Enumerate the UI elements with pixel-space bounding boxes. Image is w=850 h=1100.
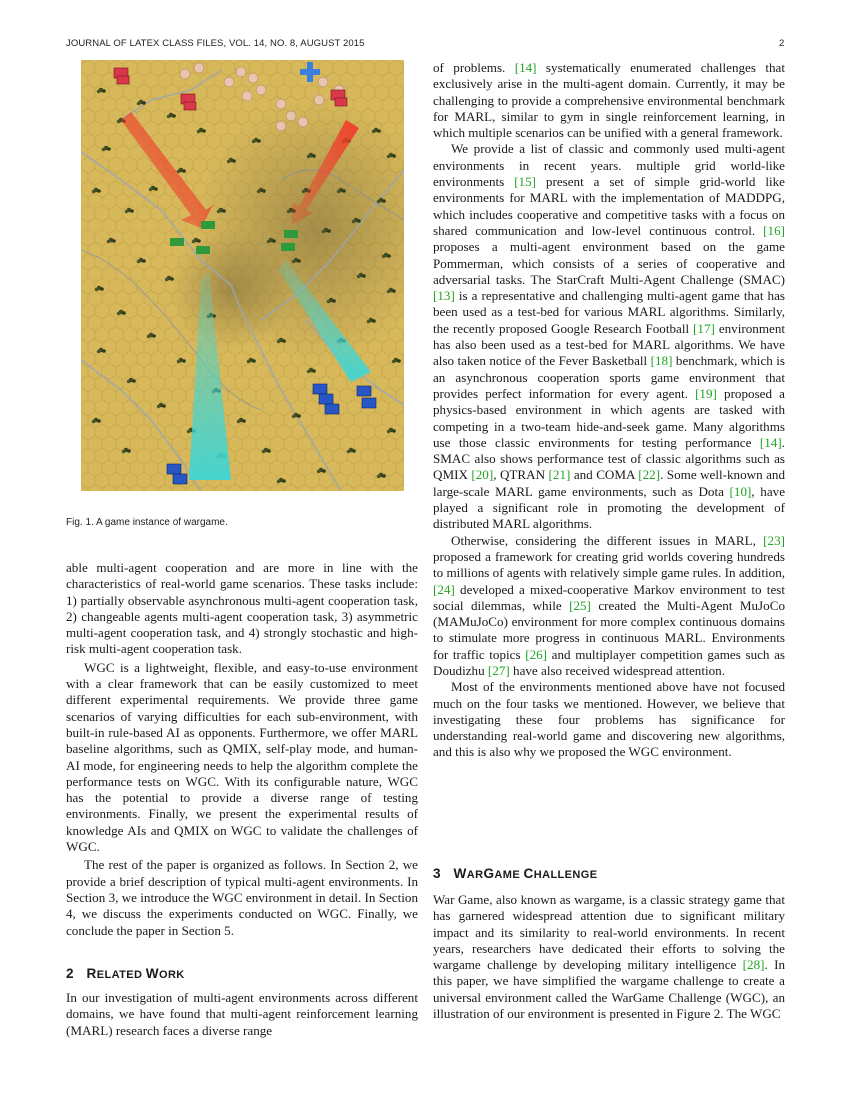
organization-paragraph: The rest of the paper is organized as follows. In Section 2, we provide a brief description of typical multi-agent environments. In Section 3, we introduce the WGC environment in detail. In Section 4, we discuss the experiments conducted on WGC. Finally, we conclude the paper in Section 5. [66,857,418,938]
citation-10[interactable]: [10] [729,483,752,499]
wgc-paragraph: WGC is a lightweight, flexible, and easy-to-use environment with a clear framework that can be easily customized to meet different experimental requirements. We provide three game scenarios of varying difficulties for each sub-environment, with built-in rule-based AI as opponents. Furthermore, we offer MARL baseline algorithms, such as QMIX, self-play mode, and human-AI mode, for engineering needs to help the algorithm complete the performance tests on WGC. With its configurable nature, WGC has the potential to provide a diverse range of testing environments. Finally, we present the experimental results of knowledge AIs and QMIX on WGC to validate the challenges of WGC. [66,659,418,855]
citation-28[interactable]: [28] [742,957,765,973]
right-column [433,60,785,761]
paragraph-motivation: Most of the environments mentioned above have not focused much on the four tasks we mentioned. However, we believe that investigating these four problems has significance for understanding real-world game and discovering new algorithms, and this is also why we proposed the WGC environment. [433,679,785,760]
citation-22[interactable]: [22] [638,467,661,483]
wargame-map-figure [81,60,404,491]
citation-26[interactable]: [26] [525,646,548,662]
citation-24[interactable]: [24] [433,581,455,597]
citation-15[interactable]: [15] [514,174,537,190]
citation-14[interactable]: [14] [759,434,782,450]
section-2-intro [66,990,418,1039]
section-3-heading: 3 WARGAME CHALLENGE [433,866,598,881]
paragraph-environments: We provide a list of classic and commonly used multi-agent environments in recent years. multiple grid world-like environments [15] present a set of simple grid-world like environments for MARL with the implementation of MADDPG, which includes cooperative and competitive tasks with a focus on shared communication and low-level continuous control. [16] proposes a multi-agent environment based on the game Pommerman, which consists of a series of cooperative and adversarial tasks. The StarCraft Multi-Agent Challenge (SMAC) [13] is a representative and challenging multi-agent game that has been used as a test-bed for various MARL algorithms. Similarly, the recently proposed Google Research Football [17] environment has also been used as a test-bed for MARL algorithms. We have also taken notice of the Fever Basketball [18] benchmark, which is an asynchronous cooperation sports game environment that provides perfect information for every agent. [19] proposed a physics-based environment in which agents are tasked with competing in a two-team hide-and-seek game. Many algorithms use those classic environments for testing performance [14]. SMAC also shows performance test of classic algorithms such as QMIX [20], QTRAN [21] and COMA [22]. Some well-known and large-scale MARL game environments, such as Dota [10], have played a significant role in promoting the development of distributed MARL algorithms. [433,141,786,532]
section-2-heading: 2 RELATED WORK [66,966,185,981]
citation-13[interactable]: [13] [433,288,455,304]
citation-27[interactable]: [27] [487,662,510,678]
citation-20[interactable]: [20] [471,467,494,483]
citation-25[interactable]: [25] [569,597,591,613]
citation-23[interactable]: [23] [763,532,785,548]
paragraph-other-issues: Otherwise, considering the different issues in MARL, [23] proposed a framework for creating grid worlds covering hundreds to millions of agents with relatively simple game rules. In addition, [24] developed a mixed-cooperative Markov environment to test social dilemmas, while [25] created the Multi-Agent MuJoCo (MAMuJoCo) environment for more complex continuous domains to stimulate more progress in continuous MARL. Environments for traffic topics [26] and multiplayer competition games such as Doudizhu [27] have also received widespread attention. [433,532,786,678]
page-number: 2 [779,38,785,49]
intro-continuation: able multi-agent cooperation and are more in line with the characteristics of real-world game scenarios. These tasks include: 1) partially observable asynchronous multi-agent cooperation task, 2) changeable agents multi-agent cooperation task, 3) asymmetric multi-agent cooperation task, and 4) strongly stochastic and high-risk multi-agent cooperation task. [66,560,418,657]
section-3-body [433,892,785,1022]
figure-caption: Fig. 1. A game instance of wargame. [66,517,228,528]
citation-17[interactable]: [17] [693,320,715,336]
paragraph-challenges: of problems. [14] systematically enumerated challenges that exclusively arise in the multi-agent domain. Currently, it may be challenging to provide a comprehensive environmental benchmark for MARL, similar to gym in single reinforcement learning, in which multiple scenarios can be unified with a general framework. [433,60,785,141]
citation-18[interactable]: [18] [650,353,673,369]
running-header: JOURNAL OF LATEX CLASS FILES, VOL. 14, NO. 8, AUGUST 2015 [66,38,365,49]
left-column [66,560,418,939]
citation-14[interactable]: [14] [514,60,537,75]
section-2-paragraph: In our investigation of multi-agent environments across different domains, we have found that multi-agent reinforcement learning (MARL) research faces a diverse range [66,990,418,1038]
citation-19[interactable]: [19] [695,385,717,401]
section-3-paragraph: War Game, also known as wargame, is a classic strategy game that has garnered widespread attention due to significant military impact and its similarity to real-world environments. In recent years, researchers have dedicated their efforts to solving the wargame challenge by developing military intelligence [28]. In this paper, we have simplified the wargame challenge to create a universal environment called the WarGame Challenge (WGC), an illustration of our environment is presented in Figure 2. The WGC [433,892,785,1022]
citation-16[interactable]: [16] [763,222,785,238]
citation-21[interactable]: [21] [548,467,571,483]
